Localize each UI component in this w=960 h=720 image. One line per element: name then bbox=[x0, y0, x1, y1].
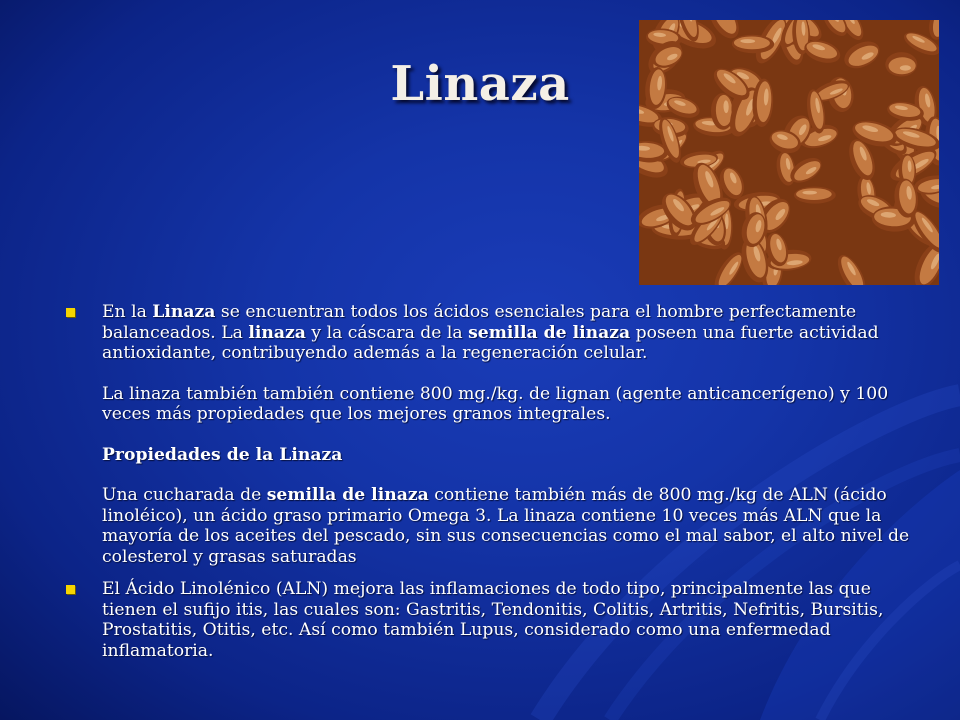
bullet-paragraph: El Ácido Linolénico (ALN) mejora las inflamaciones de todo tipo, principalmente las que tienen el sufijo itis, las cuales son: Gastritis, Tendonitis, Colitis, Artritis, Nefritis, Bursitis, Prostatitis, Otitis, etc. Así como también Lupus, considerado como una enfermedad inflamatoria. bbox=[102, 579, 884, 661]
bullet-paragraph: En la Linaza se encuentran todos los ácidos esenciales para el hombre perfectamente balanceados. La linaza y la cáscara de la semilla de linaza poseen una fuerte actividad antioxidante, contribuyendo además a la regeneración celular. bbox=[102, 302, 879, 363]
bullet-paragraph: Una cucharada de semilla de linaza contiene también más de 800 mg./kg de ALN (ácido linoléico), un ácido graso primario Omega 3. La linaza contiene 10 veces más ALN que la mayoría de los aceites del pescado, sin sus consecuencias como el mal sabor, el alto nivel de colesterol y grasas saturadas bbox=[102, 485, 910, 567]
bullet-square-icon bbox=[66, 308, 75, 317]
section-heading: Propiedades de la Linaza bbox=[102, 444, 343, 465]
flax-seeds-photo bbox=[639, 20, 939, 285]
bullet-item bbox=[66, 579, 924, 661]
slide-body bbox=[66, 302, 924, 673]
bullet-paragraph: La linaza también también contiene 800 mg./kg. de lignan (agente anticancerígeno) y 100 veces más propiedades que los mejores granos integrales. bbox=[102, 383, 889, 424]
bullet-item bbox=[66, 302, 924, 567]
slide-title: Linaza bbox=[390, 56, 570, 112]
bullet-square-icon bbox=[66, 585, 75, 594]
